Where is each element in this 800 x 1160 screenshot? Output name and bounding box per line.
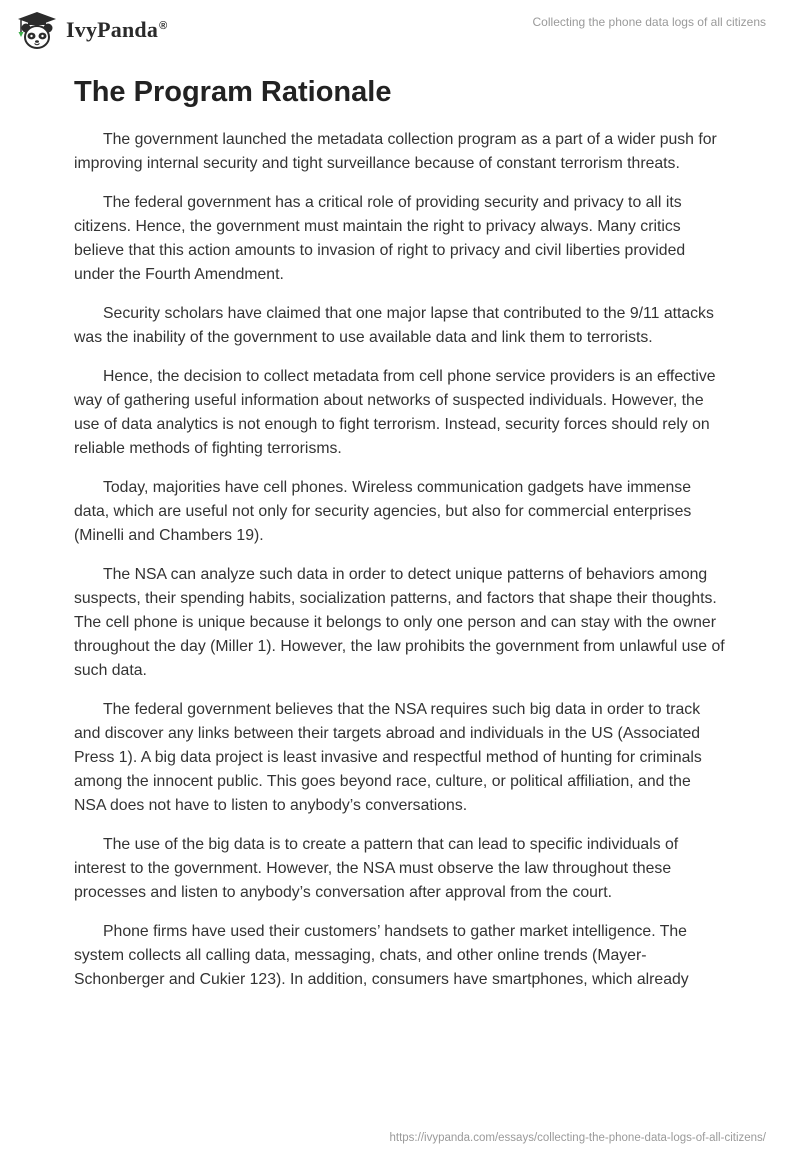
paragraph: Phone firms have used their customers’ handsets to gather market intelligence. The system collects all calling data, messaging, chats, and other online trends (Mayer-Schonberger and Cukier 123). In addition, consumers have smartphones, which already [74, 923, 689, 988]
paragraph: The government launched the metadata collection program as a part of a wider push for improving internal security and tight surveillance because of constant terrorism threats. [74, 131, 717, 172]
section-heading: The Program Rationale [74, 76, 392, 108]
paragraph: The NSA can analyze such data in order to detect unique patterns of behaviors among suspects, their spending habits, socialization patterns, and factors that shape their thoughts. The cell phone is unique because it belongs to only one person and can stay with the owner throughout the day (Miller 1). However, the law prohibits the government from unlawful use of such data. [74, 566, 725, 679]
paragraph: Security scholars have claimed that one major lapse that contributed to the 9/11 attacks was the inability of the government to use available data and link them to terrorists. [74, 305, 714, 346]
registered-mark: ® [159, 19, 168, 32]
page-header [0, 0, 800, 60]
paragraph: Hence, the decision to collect metadata from cell phone service providers is an effective way of gathering useful information about networks of suspected individuals. However, the use of data analytics is not enough to fight terrorism. Instead, security forces should rely on reliable methods of fighting terrorisms. [74, 368, 716, 457]
paragraph: The federal government believes that the NSA requires such big data in order to track and discover any links between their targets abroad and individuals in the US (Associated Press 1). A big data project is least invasive and respectful method of hunting for criminals among the innocent public. This goes beyond race, culture, or political affiliation, and the NSA does not have to listen to anybody’s conversations. [74, 701, 702, 814]
paragraph: The federal government has a critical role of providing security and privacy to all its citizens. Hence, the government must maintain the right to privacy always. Many critics believe that this action amounts to invasion of right to privacy and civil liberties provided under the Fourth Amendment. [74, 194, 686, 283]
document-title: Collecting the phone data logs of all citizens [532, 15, 766, 29]
paragraph: The use of the big data is to create a pattern that can lead to specific individuals of interest to the government. However, the NSA must observe the law throughout these processes and listen to anybody’s conversation after approval from the court. [74, 836, 679, 901]
site-logo[interactable] [14, 10, 167, 50]
source-url[interactable]: https://ivypanda.com/essays/collecting-the-phone-data-logs-of-all-citizens/ [389, 1132, 766, 1144]
panda-graduate-logo-icon [14, 10, 60, 50]
paragraph: Today, majorities have cell phones. Wireless communication gadgets have immense data, which are useful not only for security agencies, but also for commercial enterprises (Minelli and Chambers 19). [74, 479, 692, 544]
essay-content [74, 74, 726, 1007]
brand-name: IvyPanda® [66, 17, 168, 42]
